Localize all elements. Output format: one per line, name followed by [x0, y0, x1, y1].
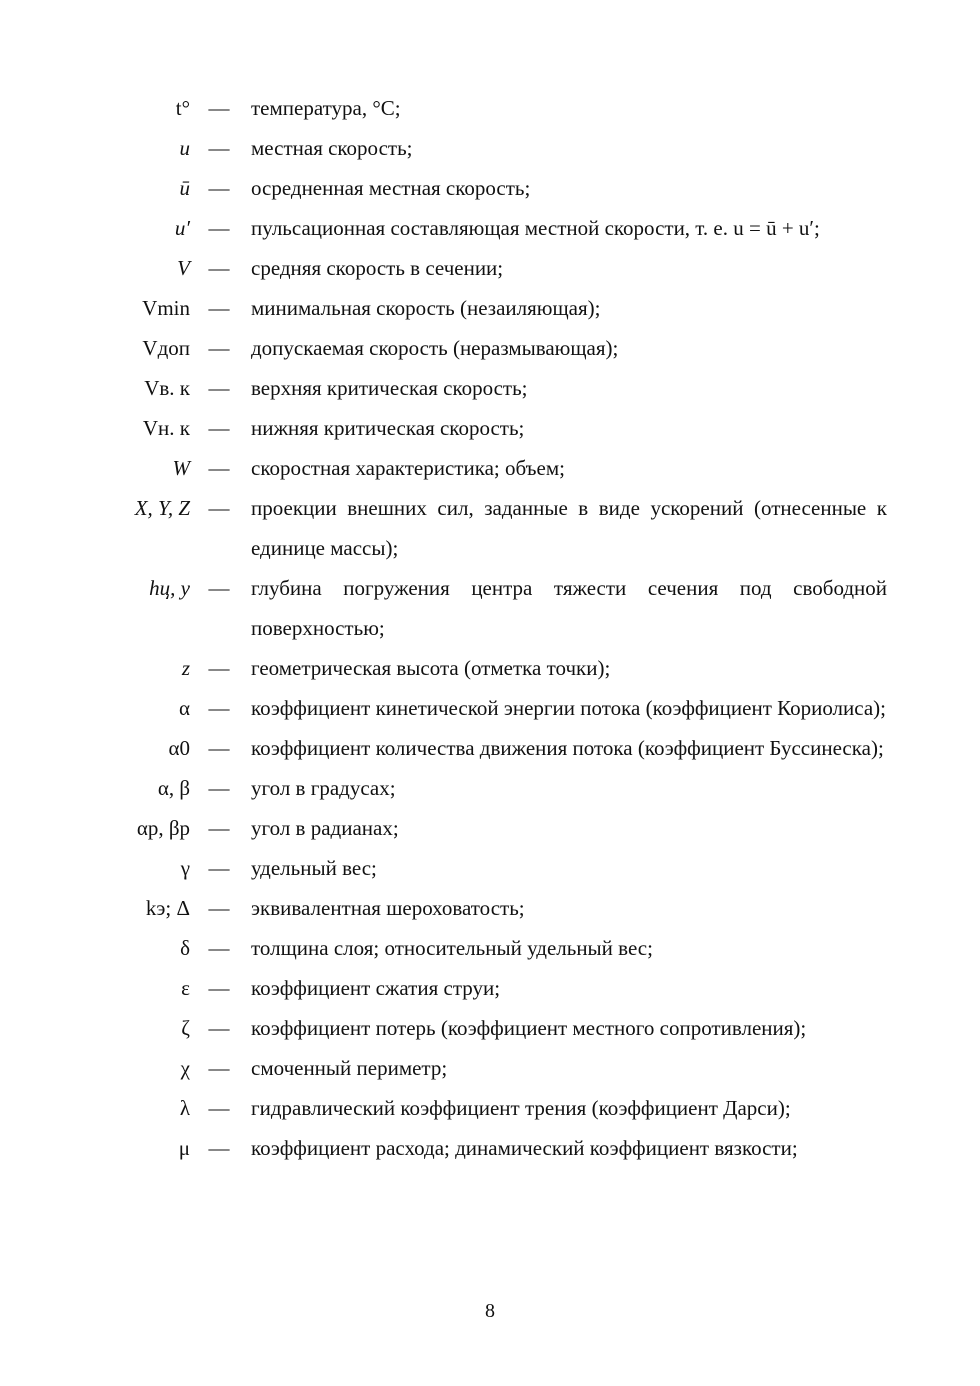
dash: — [208, 376, 230, 400]
description: угол в радианах; [251, 816, 399, 840]
list-item [0, 688, 980, 728]
dash: — [208, 136, 230, 160]
description: гидравлический коэффициент трения (коэффициент Дарси); [251, 1096, 791, 1120]
description: скоростная характеристика; объем; [251, 456, 565, 480]
dash: — [208, 496, 230, 520]
dash: — [208, 176, 230, 200]
dash: — [208, 456, 230, 480]
description: допускаемая скорость (неразмывающая); [251, 336, 619, 360]
list-item [0, 168, 980, 208]
description: осредненная местная скорость; [251, 176, 531, 200]
symbol: λ [179, 1096, 190, 1120]
description: геометрическая высота (отметка точки); [251, 656, 611, 680]
description: эквивалентная шероховатость; [251, 896, 525, 920]
symbol: Vдоп [142, 336, 190, 360]
list-item [0, 208, 980, 248]
description: коэффициент расхода; динамический коэффициент вязкости; [251, 1136, 798, 1160]
symbol: α0 [168, 736, 190, 760]
description: средняя скорость в сечении; [251, 256, 504, 280]
list-item [0, 568, 980, 648]
dash: — [208, 656, 230, 680]
description: проекции внешних сил, заданные в виде ускорений (отнесенные к единице массы); [251, 496, 887, 560]
dash: — [208, 96, 230, 120]
dash: — [208, 576, 230, 600]
dash: — [208, 336, 230, 360]
list-item [0, 328, 980, 368]
description: коэффициент потерь (коэффициент местного сопротивления); [251, 1016, 807, 1040]
description: местная скорость; [251, 136, 413, 160]
list-item [0, 928, 980, 968]
description: коэффициент количества движения потока (коэффициент Буссинеска); [251, 736, 884, 760]
symbol: Vmin [142, 296, 190, 320]
dash: — [208, 416, 230, 440]
symbol: hц, y [149, 576, 190, 600]
dash: — [208, 1056, 230, 1080]
dash: — [208, 1096, 230, 1120]
symbol: u [179, 136, 190, 160]
list-item [0, 1128, 980, 1168]
dash: — [208, 896, 230, 920]
symbol: δ [180, 936, 190, 960]
list-item [0, 1088, 980, 1128]
description: удельный вес; [251, 856, 377, 880]
symbol: Vв. к [144, 376, 190, 400]
dash: — [208, 816, 230, 840]
list-item [0, 88, 980, 128]
symbol: μ [178, 1136, 190, 1160]
description: коэффициент кинетической энергии потока (коэффициент Кориолиса); [251, 696, 887, 720]
symbol: z [181, 656, 190, 680]
description: угол в градусах; [251, 776, 396, 800]
symbol: χ [180, 1056, 190, 1080]
description: минимальная скорость (незаиляющая); [251, 296, 601, 320]
dash: — [208, 696, 230, 720]
symbol: Vн. к [142, 416, 190, 440]
symbol: W [172, 456, 190, 480]
list-item [0, 848, 980, 888]
list-item [0, 888, 980, 928]
description: смоченный периметр; [251, 1056, 448, 1080]
description: нижняя критическая скорость; [251, 416, 525, 440]
page-number: 8 [485, 1300, 495, 1322]
symbol: α [178, 696, 190, 720]
list-item [0, 288, 980, 328]
dash: — [208, 296, 230, 320]
list-item [0, 448, 980, 488]
symbol: ε [181, 976, 190, 1000]
list-item [0, 488, 980, 568]
list-item [0, 128, 980, 168]
symbol: ū [179, 176, 190, 200]
list-item [0, 968, 980, 1008]
list-item [0, 1008, 980, 1048]
symbol: t° [175, 96, 190, 120]
dash: — [208, 776, 230, 800]
list-item [0, 368, 980, 408]
dash: — [208, 976, 230, 1000]
list-item [0, 1048, 980, 1088]
list-item [0, 648, 980, 688]
dash: — [208, 1016, 230, 1040]
symbol: ζ [181, 1016, 190, 1040]
dash: — [208, 256, 230, 280]
dash: — [208, 936, 230, 960]
list-item [0, 768, 980, 808]
list-item [0, 408, 980, 448]
description: толщина слоя; относительный удельный вес; [251, 936, 653, 960]
symbol: γ [180, 856, 190, 880]
list-item [0, 728, 980, 768]
list-item [0, 248, 980, 288]
description: пульсационная составляющая местной скорости, т. е. u = ū + u′; [251, 216, 820, 240]
symbol: V [177, 256, 190, 280]
dash: — [208, 736, 230, 760]
description: коэффициент сжатия струи; [251, 976, 501, 1000]
symbol: kэ; Δ [145, 896, 190, 920]
dash: — [208, 216, 230, 240]
symbol-list [0, 88, 980, 1168]
symbol: αр, βр [136, 816, 190, 840]
symbol: α, β [157, 776, 190, 800]
description: глубина погружения центра тяжести сечения под свободной поверхностью; [251, 576, 887, 640]
list-item [0, 808, 980, 848]
description: верхняя критическая скорость; [251, 376, 528, 400]
symbol: X, Y, Z [134, 496, 190, 520]
dash: — [208, 1136, 230, 1160]
dash: — [208, 856, 230, 880]
symbol: u′ [174, 216, 190, 240]
description: температура, °С; [251, 96, 401, 120]
